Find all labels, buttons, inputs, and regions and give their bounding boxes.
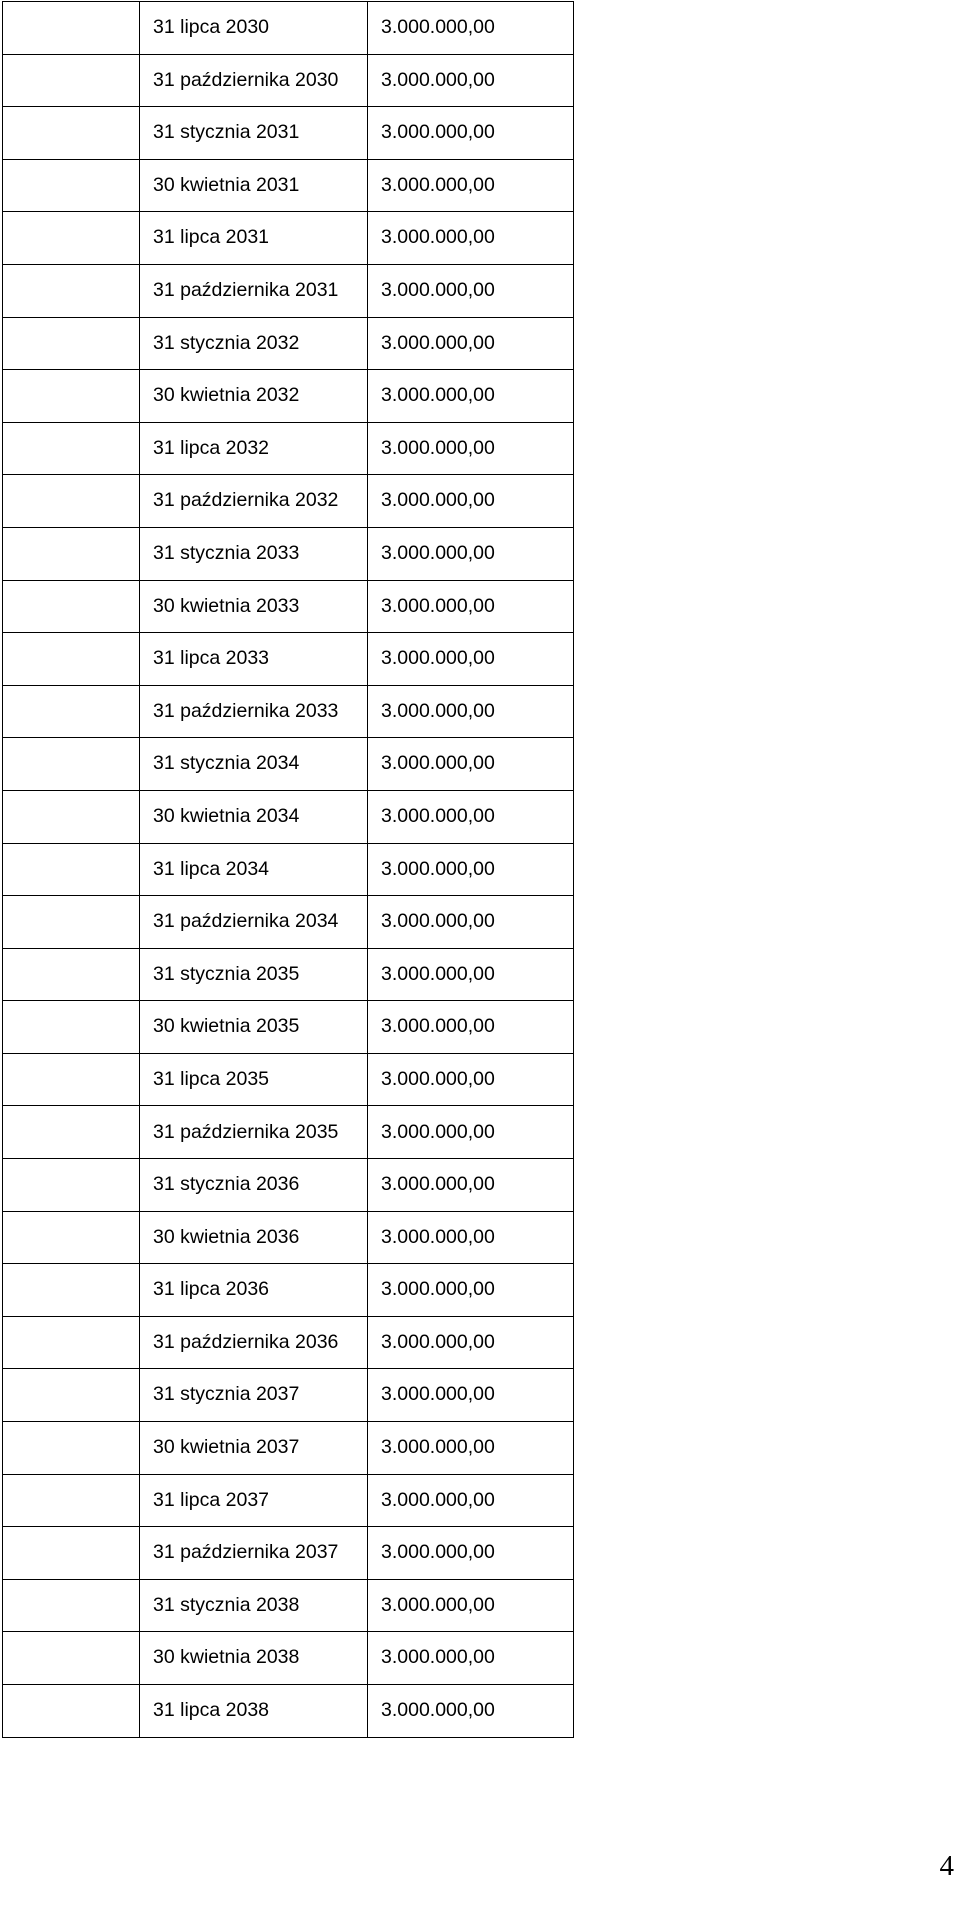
payment-amount-cell: 3.000.000,00 [368, 633, 574, 686]
row-index-cell [3, 370, 140, 423]
row-index-cell [3, 1001, 140, 1054]
payment-date-cell: 31 stycznia 2036 [140, 1159, 368, 1212]
payment-amount-cell: 3.000.000,00 [368, 580, 574, 633]
payment-amount-cell: 3.000.000,00 [368, 1369, 574, 1422]
row-index-cell [3, 948, 140, 1001]
row-index-cell [3, 1527, 140, 1580]
payment-amount-cell: 3.000.000,00 [368, 1316, 574, 1369]
payment-date-cell: 31 lipca 2034 [140, 843, 368, 896]
payment-date-cell: 31 lipca 2032 [140, 422, 368, 475]
table-row [3, 422, 574, 475]
payment-date-cell: 31 lipca 2038 [140, 1685, 368, 1738]
table-row [3, 1106, 574, 1159]
table-row [3, 1474, 574, 1527]
row-index-cell [3, 1211, 140, 1264]
payment-amount-cell: 3.000.000,00 [368, 1685, 574, 1738]
payment-amount-cell: 3.000.000,00 [368, 1053, 574, 1106]
table-row [3, 264, 574, 317]
table-row [3, 475, 574, 528]
row-index-cell [3, 1106, 140, 1159]
table-row [3, 527, 574, 580]
payment-amount-cell: 3.000.000,00 [368, 54, 574, 107]
payment-amount-cell: 3.000.000,00 [368, 948, 574, 1001]
row-index-cell [3, 159, 140, 212]
payment-date-cell: 31 stycznia 2037 [140, 1369, 368, 1422]
table-row [3, 1316, 574, 1369]
table-row [3, 948, 574, 1001]
payment-amount-cell: 3.000.000,00 [368, 1579, 574, 1632]
payment-date-cell: 31 października 2035 [140, 1106, 368, 1159]
table-row [3, 1685, 574, 1738]
payment-date-cell: 31 stycznia 2038 [140, 1579, 368, 1632]
payment-date-cell: 30 kwietnia 2033 [140, 580, 368, 633]
payment-date-cell: 31 stycznia 2033 [140, 527, 368, 580]
payment-date-cell: 31 października 2030 [140, 54, 368, 107]
payment-date-cell: 30 kwietnia 2036 [140, 1211, 368, 1264]
payment-date-cell: 31 października 2036 [140, 1316, 368, 1369]
payment-amount-cell: 3.000.000,00 [368, 2, 574, 55]
table-row [3, 843, 574, 896]
payment-date-cell: 31 października 2033 [140, 685, 368, 738]
row-index-cell [3, 475, 140, 528]
payment-date-cell: 31 stycznia 2035 [140, 948, 368, 1001]
payment-amount-cell: 3.000.000,00 [368, 1264, 574, 1317]
payment-amount-cell: 3.000.000,00 [368, 317, 574, 370]
row-index-cell [3, 1053, 140, 1106]
row-index-cell [3, 685, 140, 738]
payment-amount-cell: 3.000.000,00 [368, 1474, 574, 1527]
payment-date-cell: 30 kwietnia 2035 [140, 1001, 368, 1054]
payment-amount-cell: 3.000.000,00 [368, 1422, 574, 1475]
row-index-cell [3, 843, 140, 896]
payment-date-cell: 31 lipca 2033 [140, 633, 368, 686]
payment-amount-cell: 3.000.000,00 [368, 1001, 574, 1054]
repayment-schedule-table [2, 1, 574, 1738]
row-index-cell [3, 527, 140, 580]
row-index-cell [3, 1422, 140, 1475]
table-row [3, 1211, 574, 1264]
payment-amount-cell: 3.000.000,00 [368, 1527, 574, 1580]
payment-date-cell: 31 października 2034 [140, 896, 368, 949]
payment-amount-cell: 3.000.000,00 [368, 1632, 574, 1685]
table-row [3, 896, 574, 949]
table-row [3, 1579, 574, 1632]
table-row [3, 1422, 574, 1475]
row-index-cell [3, 1474, 140, 1527]
payment-amount-cell: 3.000.000,00 [368, 527, 574, 580]
payment-amount-cell: 3.000.000,00 [368, 475, 574, 528]
payment-date-cell: 31 lipca 2035 [140, 1053, 368, 1106]
payment-amount-cell: 3.000.000,00 [368, 159, 574, 212]
payment-date-cell: 30 kwietnia 2034 [140, 790, 368, 843]
row-index-cell [3, 1369, 140, 1422]
row-index-cell [3, 2, 140, 55]
row-index-cell [3, 1316, 140, 1369]
payment-date-cell: 30 kwietnia 2038 [140, 1632, 368, 1685]
payment-amount-cell: 3.000.000,00 [368, 843, 574, 896]
table-row [3, 685, 574, 738]
payment-amount-cell: 3.000.000,00 [368, 422, 574, 475]
payment-date-cell: 31 lipca 2036 [140, 1264, 368, 1317]
payment-date-cell: 30 kwietnia 2032 [140, 370, 368, 423]
payment-amount-cell: 3.000.000,00 [368, 1211, 574, 1264]
payment-date-cell: 30 kwietnia 2037 [140, 1422, 368, 1475]
payment-date-cell: 31 października 2031 [140, 264, 368, 317]
row-index-cell [3, 1632, 140, 1685]
row-index-cell [3, 790, 140, 843]
table-row [3, 1159, 574, 1212]
row-index-cell [3, 212, 140, 265]
payment-date-cell: 30 kwietnia 2031 [140, 159, 368, 212]
table-row [3, 1001, 574, 1054]
table-row [3, 1632, 574, 1685]
table-row [3, 54, 574, 107]
table-row [3, 790, 574, 843]
payment-amount-cell: 3.000.000,00 [368, 107, 574, 160]
row-index-cell [3, 1264, 140, 1317]
row-index-cell [3, 896, 140, 949]
row-index-cell [3, 54, 140, 107]
table-row [3, 370, 574, 423]
row-index-cell [3, 1579, 140, 1632]
page-number: 4 [939, 1850, 954, 1882]
row-index-cell [3, 580, 140, 633]
payment-amount-cell: 3.000.000,00 [368, 1159, 574, 1212]
row-index-cell [3, 264, 140, 317]
payment-amount-cell: 3.000.000,00 [368, 790, 574, 843]
payment-date-cell: 31 lipca 2030 [140, 2, 368, 55]
payment-date-cell: 31 stycznia 2034 [140, 738, 368, 791]
schedule-table-body [3, 2, 574, 1738]
payment-date-cell: 31 października 2032 [140, 475, 368, 528]
payment-amount-cell: 3.000.000,00 [368, 896, 574, 949]
payment-date-cell: 31 stycznia 2032 [140, 317, 368, 370]
row-index-cell [3, 107, 140, 160]
table-row [3, 212, 574, 265]
table-row [3, 1264, 574, 1317]
payment-amount-cell: 3.000.000,00 [368, 738, 574, 791]
table-row [3, 1527, 574, 1580]
payment-amount-cell: 3.000.000,00 [368, 212, 574, 265]
payment-date-cell: 31 stycznia 2031 [140, 107, 368, 160]
row-index-cell [3, 633, 140, 686]
payment-amount-cell: 3.000.000,00 [368, 370, 574, 423]
table-row [3, 633, 574, 686]
payment-date-cell: 31 lipca 2037 [140, 1474, 368, 1527]
payment-date-cell: 31 października 2037 [140, 1527, 368, 1580]
row-index-cell [3, 1159, 140, 1212]
payment-amount-cell: 3.000.000,00 [368, 1106, 574, 1159]
payment-amount-cell: 3.000.000,00 [368, 685, 574, 738]
table-row [3, 317, 574, 370]
table-row [3, 107, 574, 160]
row-index-cell [3, 422, 140, 475]
table-row [3, 738, 574, 791]
row-index-cell [3, 317, 140, 370]
row-index-cell [3, 738, 140, 791]
row-index-cell [3, 1685, 140, 1738]
table-row [3, 580, 574, 633]
table-row [3, 1053, 574, 1106]
table-row [3, 159, 574, 212]
table-row [3, 2, 574, 55]
payment-amount-cell: 3.000.000,00 [368, 264, 574, 317]
table-row [3, 1369, 574, 1422]
payment-date-cell: 31 lipca 2031 [140, 212, 368, 265]
